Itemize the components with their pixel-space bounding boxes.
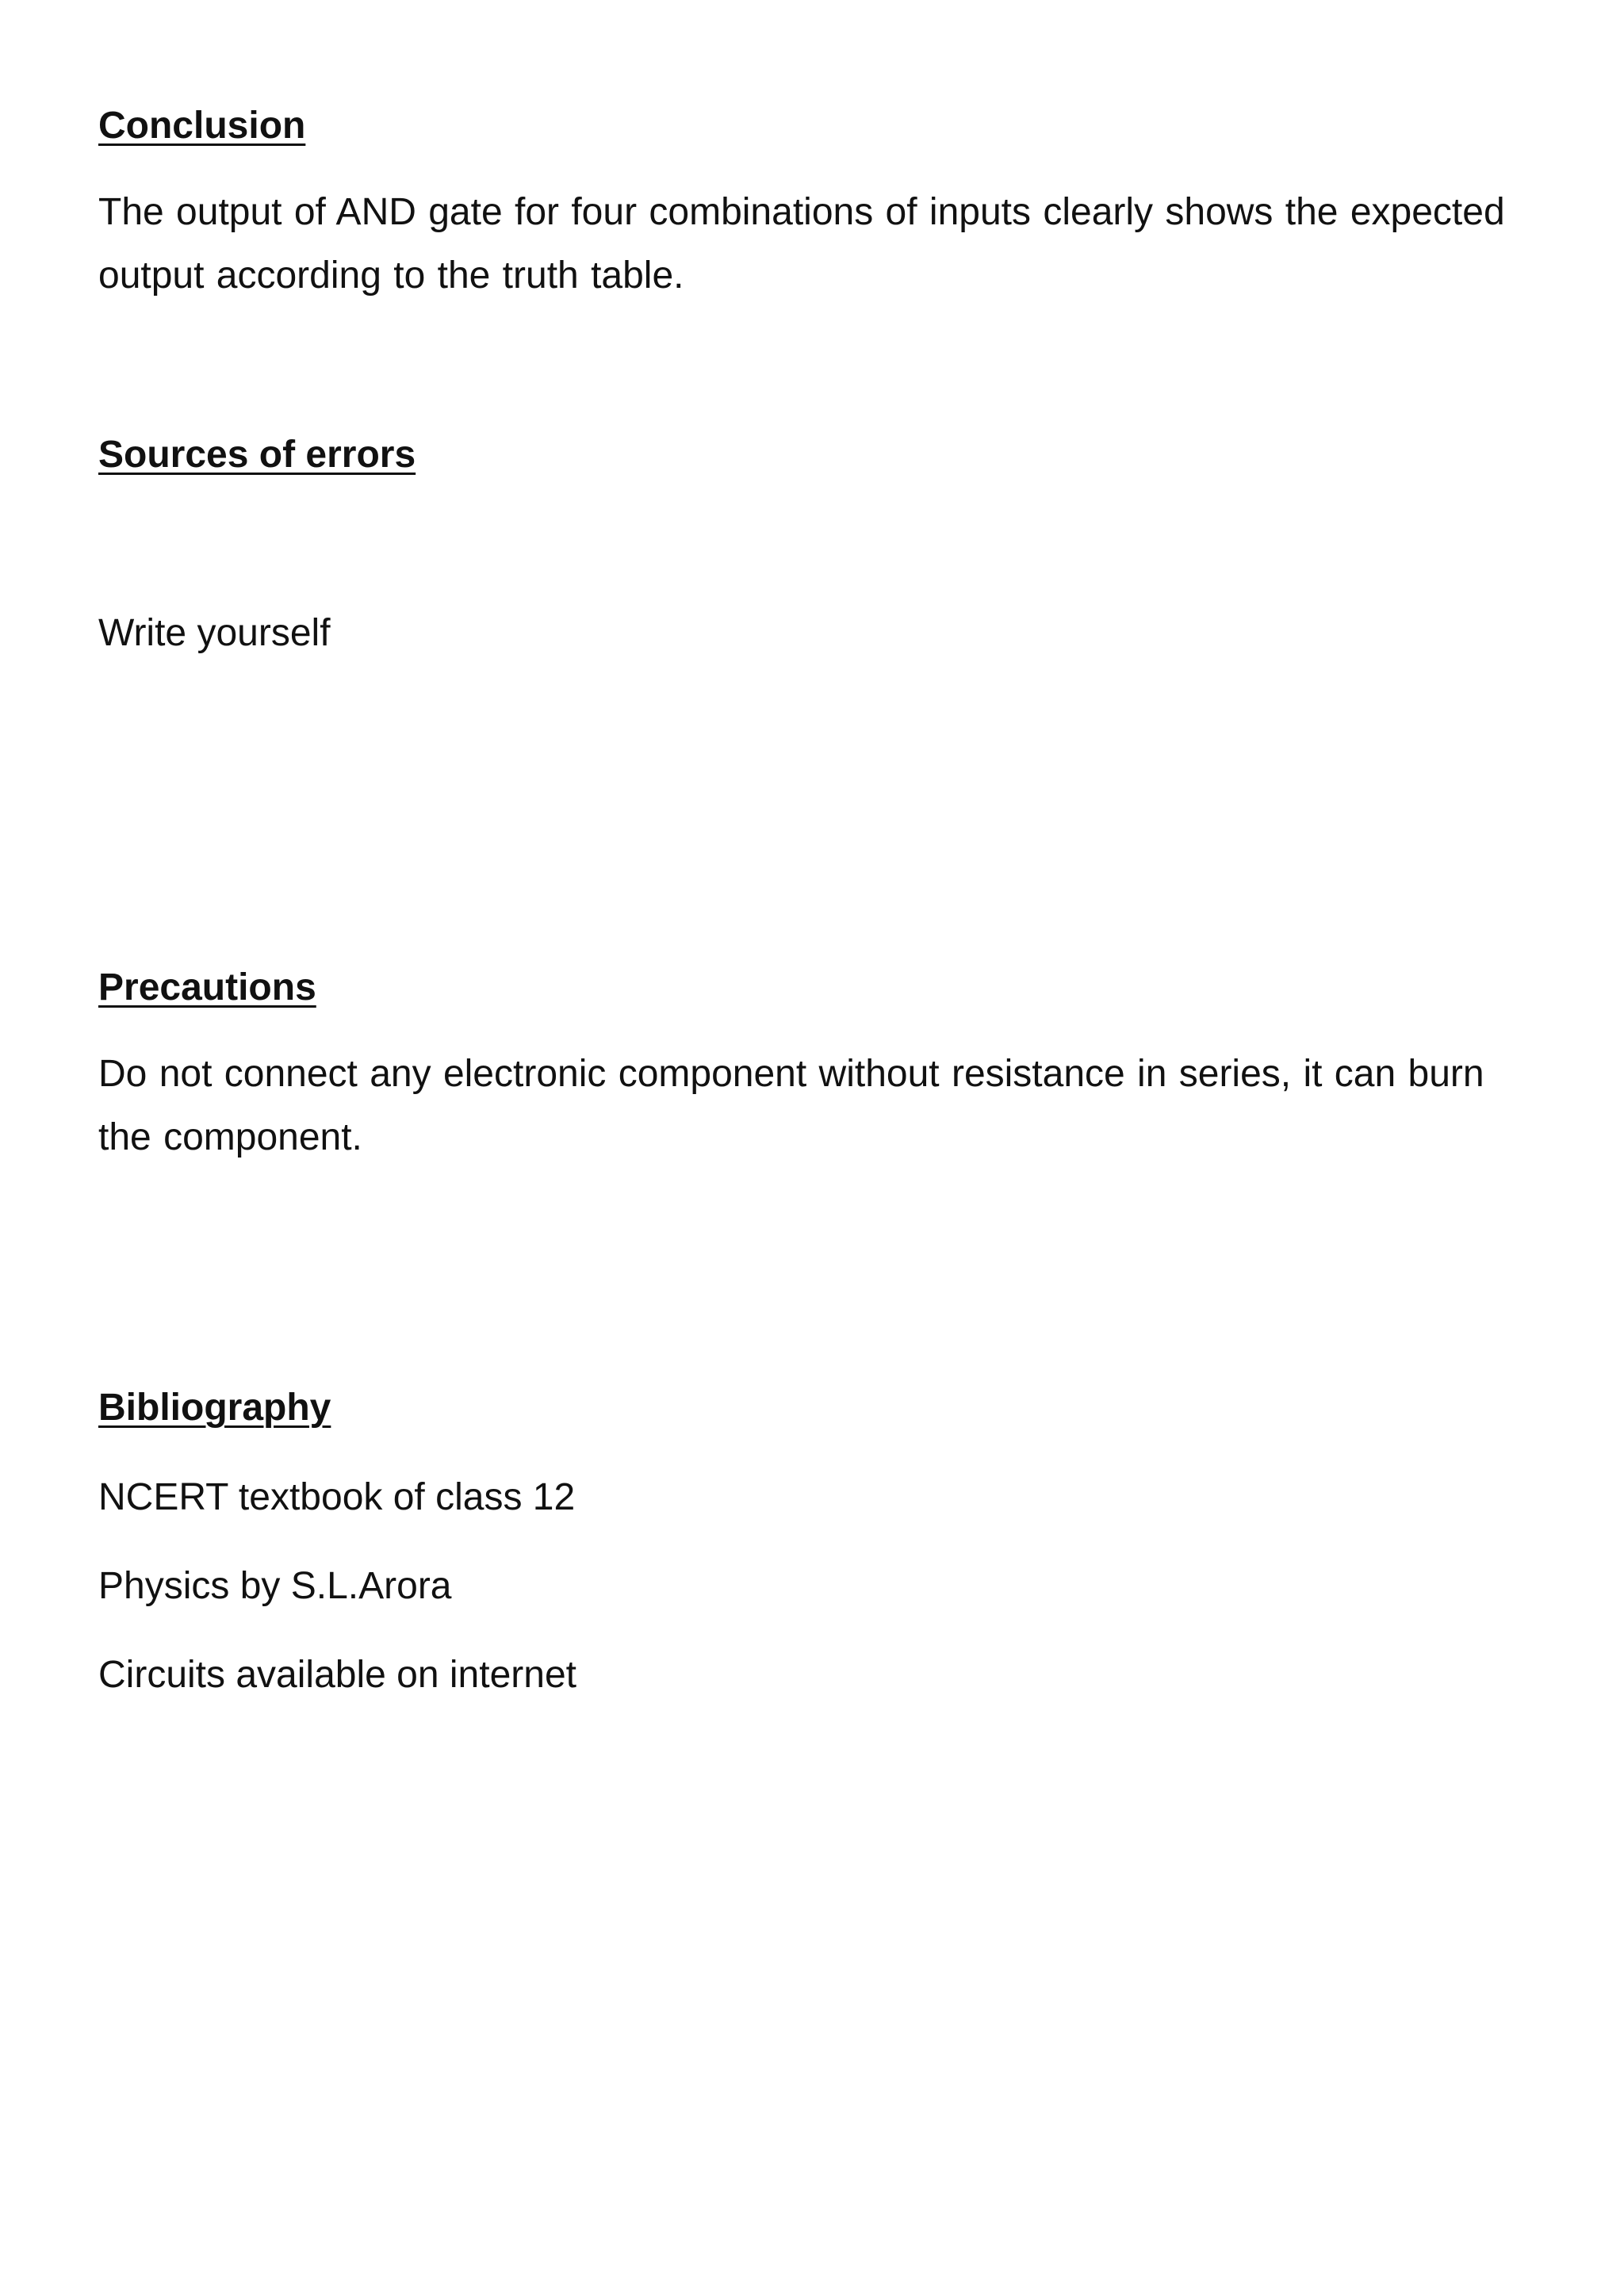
bibliography-item: Physics by S.L.Arora (98, 1565, 452, 1607)
sources-of-errors-text: Write yourself (98, 612, 331, 654)
bibliography-heading: Bibliography (98, 1387, 331, 1429)
conclusion-heading: Conclusion (98, 105, 306, 147)
precautions-text: Do not connect any electronic component without resistance in series, it can burn the component. (98, 1053, 1484, 1158)
bibliography-item: Circuits available on internet (98, 1654, 576, 1696)
conclusion-text: The output of AND gate for four combinations of inputs clearly shows the expected output according to the truth table. (98, 191, 1505, 297)
sources-of-errors-heading: Sources of errors (98, 434, 416, 476)
precautions-heading: Precautions (98, 966, 316, 1008)
bibliography-item: NCERT textbook of class 12 (98, 1476, 576, 1518)
